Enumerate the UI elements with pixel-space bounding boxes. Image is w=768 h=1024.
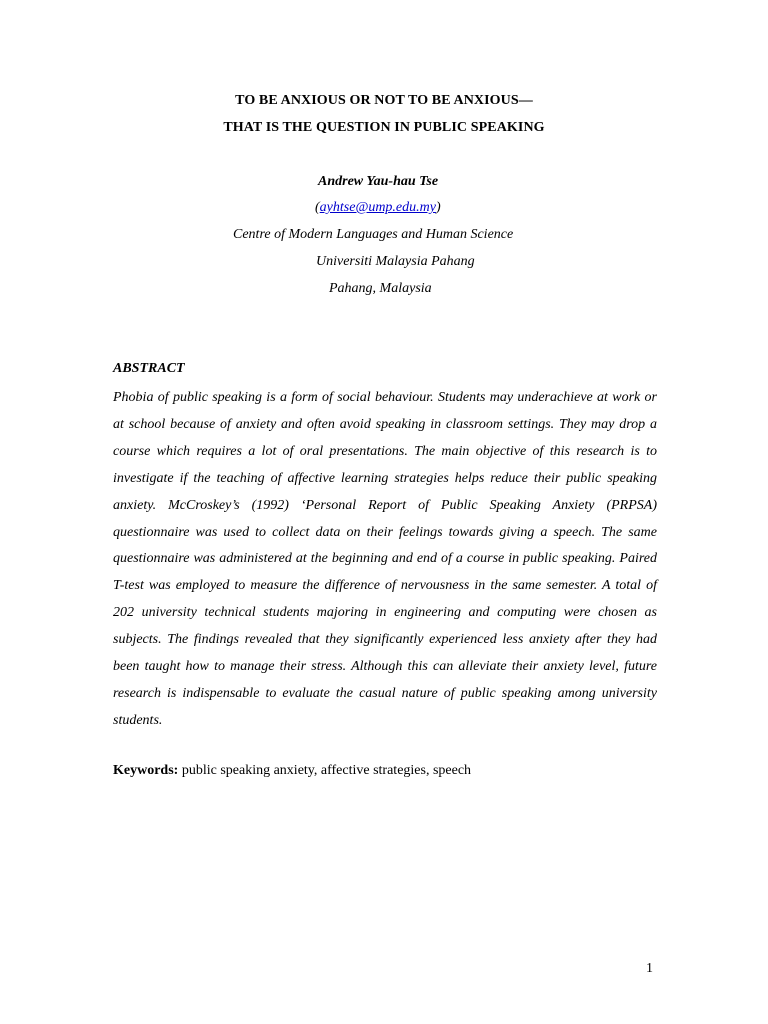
email-close-paren: ) (435, 200, 441, 215)
keywords-text: public speaking anxiety, affective strategies, speech (178, 763, 472, 778)
affiliation-line-2: Universiti Malaysia Pahang (316, 254, 475, 269)
author-email-line (315, 200, 441, 216)
affiliation-line-1: Centre of Modern Languages and Human Science (233, 227, 514, 242)
page-number: 1 (646, 961, 653, 976)
abstract-body: Phobia of public speaking is a form of social behaviour. Students may underachieve at work or at school because of anxiety and often avoid speaking in classroom settings. They may drop a course which requires a lot of oral presentations. The main objective of this research is to investigate if the teaching of affective learning strategies helps reduce their public speaking anxiety. McCroskey’s (1992) ‘Personal Report of Public Speaking Anxiety (PRPSA) questionnaire was used to collect data on their feelings towards giving a speech. The same questionnaire was administered at the beginning and end of a course in public speaking. Paired T-test was employed to measure the difference of nervousness in the same semester. A total of 202 university technical students majoring in engineering and computing were chosen as subjects. The findings revealed that they significantly experienced less anxiety after they had been taught how to manage their stress. Although this can alleviate their anxiety level, future research is indispensable to evaluate the casual nature of public speaking among university students. (113, 390, 657, 728)
author-email-link[interactable]: ayhtse@ump.edu.my (319, 200, 436, 215)
keywords-label: Keywords: (113, 763, 179, 778)
paper-title-line-2: THAT IS THE QUESTION IN PUBLIC SPEAKING (223, 120, 545, 135)
abstract-heading: ABSTRACT (113, 361, 185, 376)
keywords-line (113, 763, 471, 779)
paper-title-line-1: TO BE ANXIOUS OR NOT TO BE ANXIOUS— (235, 93, 533, 108)
affiliation-line-3: Pahang, Malaysia (329, 281, 432, 296)
author-name: Andrew Yau-hau Tse (318, 174, 439, 189)
email-open-paren: ( (315, 200, 320, 215)
